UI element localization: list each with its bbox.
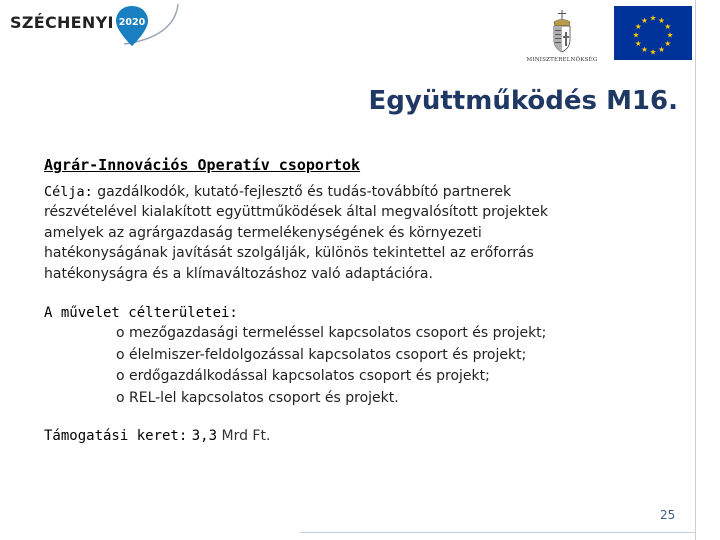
list-item: [116, 366, 684, 388]
eu-star-icon: ★: [649, 13, 657, 23]
eu-star-icon: ★: [664, 22, 672, 31]
eu-star-icon: ★: [649, 47, 657, 57]
header: [0, 0, 720, 116]
budget-value: 3,3: [191, 428, 218, 445]
eu-star-icon: ★: [641, 15, 648, 25]
targets-heading: A művelet célterületei:: [44, 305, 238, 322]
goal-text-3: amelyek az agrárgazdaság termelékenységének és környezeti: [44, 224, 482, 241]
goal-text-4: hatékonyságának javítását szolgálják, különös tekintettel az erőforrás: [44, 245, 534, 262]
eu-star-icon: ★: [658, 45, 665, 55]
list-item: [116, 323, 684, 345]
page-number: 25: [660, 508, 676, 522]
goal-label: Célja:: [44, 184, 93, 200]
szechenyi-2020-logo: [6, 4, 176, 44]
goal-paragraph: [44, 182, 684, 284]
goal-text-1: gazdálkodók, kutató-fejlesztő és tudás-továbbító partnerek: [97, 184, 512, 200]
list-item: [116, 345, 684, 367]
slide-title: Együttműködés M16.: [368, 86, 678, 116]
budget-unit: Mrd Ft.: [221, 428, 271, 445]
szechenyi-logo-text: SZÉCHENYI: [10, 13, 114, 32]
eu-star-icon: ★: [666, 30, 674, 40]
eu-star-icon: ★: [664, 39, 672, 48]
list-item-text: REL-lel kapcsolatos csoport és projekt.: [129, 389, 399, 406]
eu-star-icon: ★: [658, 15, 665, 25]
list-item-text: élelmiszer-feldolgozással kapcsolatos csoport és projekt;: [129, 346, 527, 363]
targets-list: [44, 323, 684, 409]
coat-of-arms-icon: [520, 8, 604, 56]
goal-text-2: részvételével kialakított együttműködések által megvalósított projektek: [44, 204, 548, 221]
bullet-icon: o: [116, 368, 125, 385]
eu-star-icon: ★: [632, 30, 640, 40]
slide-content: [44, 156, 684, 444]
eu-flag-icon: [614, 6, 692, 60]
page-frame-right: [695, 0, 696, 540]
list-item-text: erdőgazdálkodással kapcsolatos csoport és projekt;: [129, 368, 490, 385]
page-frame-bottom: [300, 532, 696, 533]
eu-star-icon: ★: [634, 39, 642, 48]
goal-line-1: [44, 182, 684, 202]
hungarian-government-logo: [520, 8, 604, 78]
bullet-icon: o: [116, 346, 125, 363]
slide-subtitle: Agrár-Innovációs Operatív csoportok: [44, 156, 361, 174]
eu-star-icon: ★: [641, 45, 648, 55]
list-item: [116, 388, 684, 410]
budget-label: Támogatási keret:: [44, 428, 188, 445]
logo-year: 2020: [118, 17, 146, 28]
budget-line: [44, 428, 684, 444]
bullet-icon: o: [116, 325, 125, 342]
ministry-label: MINISZTERELNÖKSÉG: [526, 57, 598, 63]
eu-star-icon: ★: [634, 22, 642, 31]
bullet-icon: o: [116, 389, 125, 406]
list-item-text: mezőgazdasági termeléssel kapcsolatos csoport és projekt;: [129, 325, 547, 342]
goal-text-5: hatékonyságra és a klímaváltozáshoz való adaptációra.: [44, 265, 433, 282]
location-pin-icon: [114, 4, 150, 48]
